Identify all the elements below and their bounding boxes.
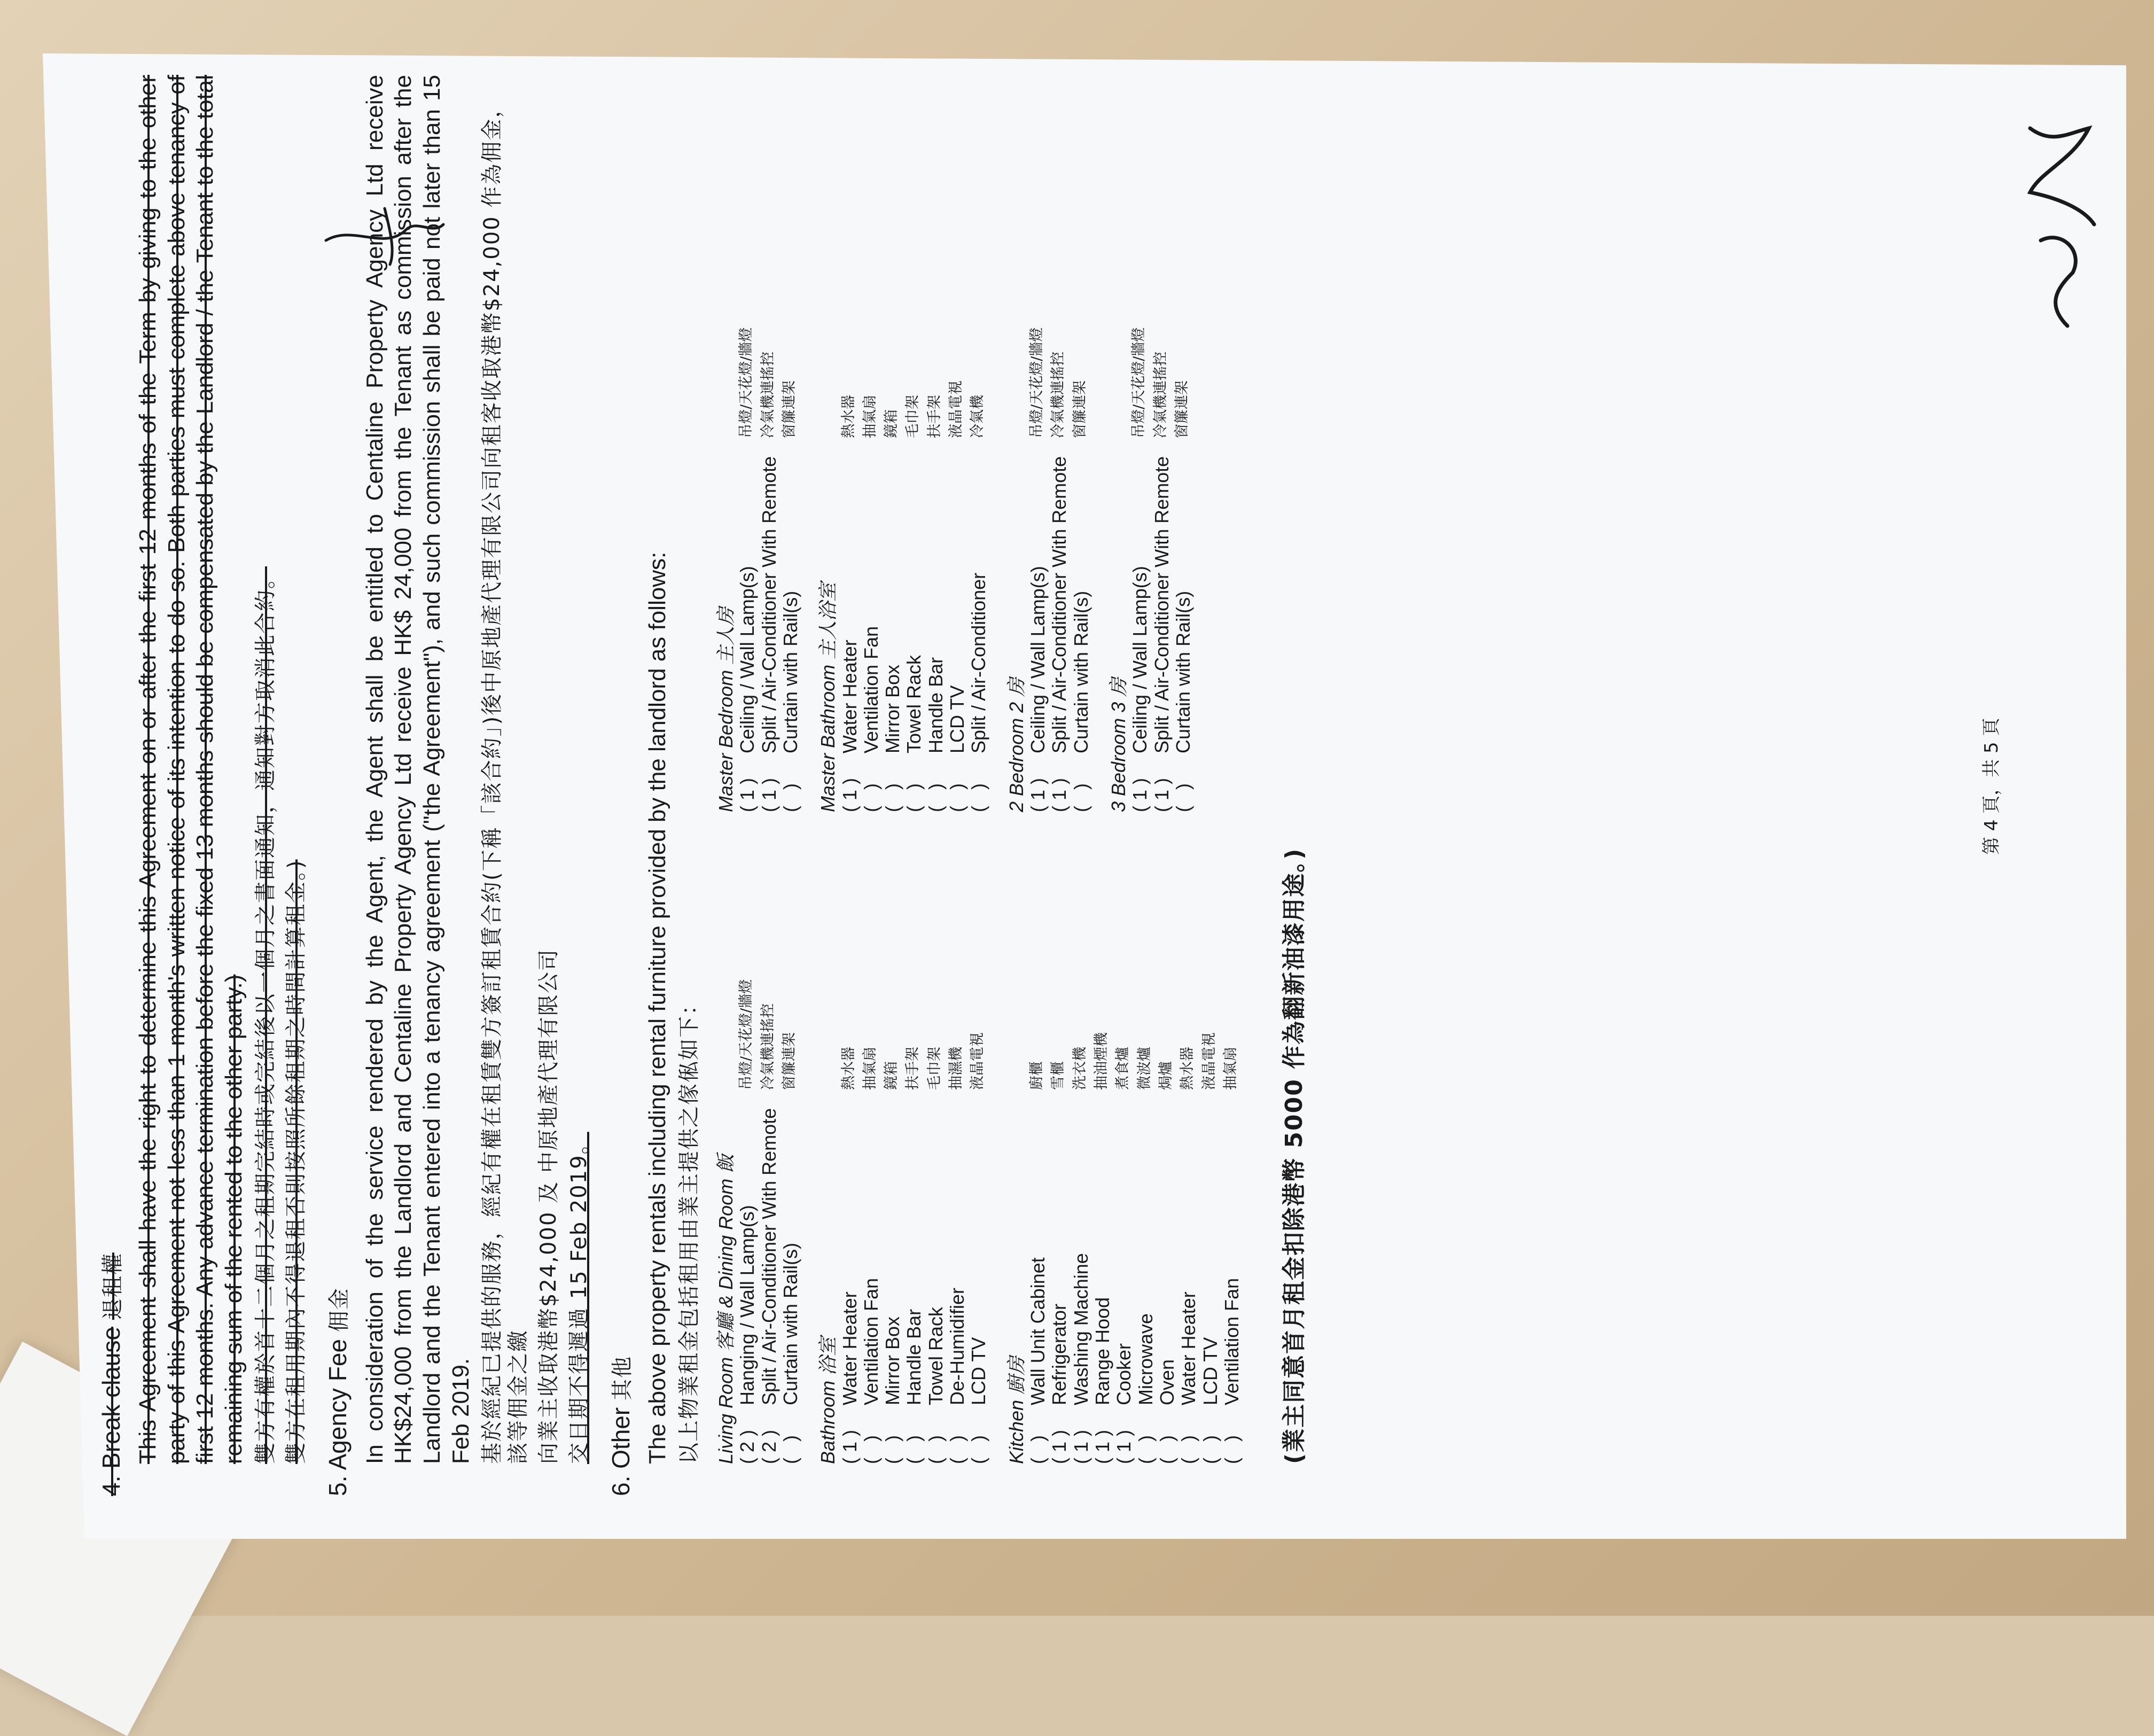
furniture-item-zh: 抽氣扇 (861, 395, 878, 438)
furniture-item-en: Split / Air-Conditioner (967, 572, 990, 753)
furniture-item-en: Ceiling / Wall Lamp(s) (1027, 566, 1049, 753)
furniture-item-en: Curtain with Rail(s) (1070, 590, 1092, 753)
furniture-item-qty: ( 1 ) (1027, 777, 1049, 812)
furniture-item-zh: 焗爐 (1157, 1061, 1174, 1090)
furniture-item-qty: ( ) (903, 783, 925, 812)
furniture-group-title: Master Bathroom 主人浴室 (817, 582, 839, 812)
furniture-item-zh: 扶手架 (926, 395, 943, 438)
furniture-item (1071, 182, 1092, 812)
furniture-item (780, 834, 801, 1464)
handwritten-signature (2009, 112, 2116, 337)
furniture-item (1221, 834, 1243, 1464)
furniture-item-zh: 抽油煙機 (1092, 1032, 1110, 1090)
furniture-item-qty: ( ) (924, 1435, 947, 1464)
furniture-item-en: Curtain with Rail(s) (1172, 590, 1194, 753)
furniture-item (861, 834, 882, 1464)
furniture-item-en: Handle Bar (924, 657, 947, 753)
furniture-item-qty: ( ) (967, 783, 990, 812)
furniture-item-qty: ( ) (1156, 1435, 1178, 1464)
furniture-item-zh: 熱水器 (1179, 1047, 1196, 1090)
furniture-item-en: Split / Air-Conditioner With Remote (758, 1108, 780, 1405)
furniture-item-en: Split / Air-Conditioner With Remote (1150, 456, 1173, 753)
section-break-clause (96, 75, 309, 1496)
furniture-item-zh: 吊燈/天花燈/牆燈 (738, 327, 755, 438)
furniture-item (1129, 182, 1151, 812)
furniture-item-qty: ( 1 ) (1150, 777, 1173, 812)
furniture-item-qty: ( 1 ) (736, 777, 759, 812)
furniture-item (861, 182, 882, 812)
section-5-paragraph-en: In consideration of the service rendered by the Agent, the Agent shall be entitled to Centaline Property Agency Ltd receive HK$24,000 from the Landlord and Centaline Property Agency Ltd receive HK$ 24,000 from the Tenant as commission after the Landlord and the Tenant entered into a tenancy agreement ("the Agreement"), and such commission shall be paid not later than 15 Feb 2019. (361, 75, 474, 1464)
section-4-paragraph-zh-2: 雙方在租用期內不得退租否則按照所餘租期之時間計算租金。) (283, 859, 308, 1464)
furniture-item-qty: ( ) (1220, 1435, 1243, 1464)
furniture-item-qty: ( ) (779, 1435, 801, 1464)
section-agency-fee (323, 75, 592, 1496)
section-other (606, 75, 1308, 1496)
furniture-item (1049, 834, 1070, 1464)
furniture-item-qty: ( ) (1199, 1435, 1221, 1464)
document-content (96, 75, 2046, 1496)
furniture-item-qty: ( 1 ) (838, 1429, 861, 1464)
furniture-item-en: Wall Unit Cabinet (1027, 1257, 1049, 1405)
furniture-item-zh: 冷氣機連搖控 (759, 1003, 776, 1090)
furniture-item-zh: 抽氣扇 (1222, 1047, 1239, 1090)
furniture-item-zh: 熱水器 (840, 395, 857, 438)
furniture-item-zh: 冷氣機連搖控 (1152, 352, 1169, 438)
furniture-item (925, 834, 947, 1464)
furniture-item-en: Split / Air-Conditioner With Remote (758, 456, 780, 753)
section-6-paragraph-zh: 以上物業租金包括租用由業主提供之傢俬如下： (677, 993, 702, 1464)
furniture-item (968, 182, 989, 812)
furniture-item-en: Mirror Box (881, 664, 904, 753)
furniture-item-en: Handle Bar (903, 1309, 925, 1405)
furniture-item-en: Oven (1156, 1359, 1178, 1405)
furniture-item-en: Washing Machine (1070, 1253, 1092, 1405)
furniture-item-en: Ventilation Fan (1220, 1278, 1243, 1405)
furniture-item-qty: ( 2 ) (736, 1429, 759, 1464)
furniture-item (1049, 182, 1070, 812)
furniture-group-title: 2 Bedroom 2 房 (1005, 677, 1027, 812)
section-5-paragraph-zh-3: 交日期不得遲過 15 Feb 2019。 (566, 1132, 591, 1464)
furniture-item-zh: 熱水器 (840, 1047, 857, 1090)
furniture-item-qty: ( ) (924, 783, 947, 812)
furniture-item-zh: 毛巾架 (904, 395, 922, 438)
furniture-item-en: Ceiling / Wall Lamp(s) (736, 566, 759, 753)
furniture-item-zh: 窗簾連架 (781, 380, 798, 438)
furniture-item-qty: ( ) (1134, 1435, 1157, 1464)
furniture-item-qty: ( 1 ) (1129, 777, 1151, 812)
furniture-item (1027, 182, 1049, 812)
furniture-item-en: De-Humidifier (946, 1287, 969, 1405)
furniture-item-zh: 窗簾連架 (781, 1032, 798, 1090)
furniture-group-title: 3 Bedroom 3 房 (1107, 677, 1129, 812)
furniture-item-qty: ( ) (860, 1435, 882, 1464)
furniture-item (1157, 834, 1178, 1464)
furniture-item-en: Ventilation Fan (860, 1278, 882, 1405)
furniture-item-qty: ( ) (1027, 1435, 1049, 1464)
furniture-item (1027, 834, 1049, 1464)
furniture-item-en: LCD TV (967, 1337, 990, 1405)
furniture-item (947, 834, 968, 1464)
section-4-paragraph-zh-1: 雙方有權於首十二個月之租期完結時或完結後以一個月之書面通知，通知對方取消此合約。 (253, 566, 278, 1464)
furniture-item-zh: 窗簾連架 (1071, 380, 1088, 438)
furniture-item (925, 182, 947, 812)
furniture-group-title: Bathroom 浴室 (817, 1336, 839, 1464)
section-6-heading: 6. Other 其他 (607, 1356, 635, 1496)
furniture-item-qty: ( 1 ) (1048, 1429, 1071, 1464)
furniture-item-en: Range Hood (1091, 1297, 1113, 1405)
furniture-item-qty: ( ) (860, 783, 882, 812)
furniture-item (1092, 834, 1113, 1464)
furniture-item-en: Water Heater (1177, 1291, 1200, 1405)
section-4-heading: 4. Break clause 退租權 (97, 1252, 125, 1496)
furniture-item-qty: ( ) (903, 1435, 925, 1464)
furniture-column-right (715, 182, 1243, 812)
page-number: 第 4 頁，共 5 頁 (1981, 718, 2002, 855)
furniture-item (839, 182, 861, 812)
furniture-item-en: Ventilation Fan (860, 626, 882, 753)
furniture-item (903, 182, 925, 812)
furniture-group-title: Kitchen 廚房 (1005, 1356, 1027, 1464)
furniture-item-zh: 抽氣扇 (861, 1047, 878, 1090)
section-6-paragraph-en: The above property rentals including rental furniture provided by the landlord as follows: (644, 551, 671, 1464)
furniture-item-zh: 雪櫃 (1050, 1061, 1067, 1090)
furniture-item-qty: ( ) (1177, 1435, 1200, 1464)
furniture-item-qty: ( 1 ) (1113, 1429, 1135, 1464)
furniture-item (1135, 834, 1157, 1464)
section-4-paragraph-en: This Agreement shall have the right to determine this Agreement on or after the first 12 months of the Term by giving to the other party of this Agreement not less than 1 month's written notice of its intention to do so. Both parties must complete above tenancy of first 12 months. Any advance termination before the fixed 13 months should be compensated by the Landlord / the Tenant to the total remaining sum of the rented to the other party.) (135, 75, 247, 1464)
furniture-item (780, 182, 801, 812)
furniture-item-qty: ( ) (881, 1435, 904, 1464)
handwritten-initial (321, 203, 449, 267)
furniture-item-zh: 煮食爐 (1114, 1047, 1131, 1090)
furniture-item-zh: 液晶電視 (969, 1032, 986, 1090)
furniture-item (737, 834, 758, 1464)
furniture-item-qty: ( 1 ) (1070, 1429, 1092, 1464)
furniture-item-qty: ( ) (946, 783, 969, 812)
furniture-item (1151, 182, 1173, 812)
furniture-item-en: LCD TV (946, 685, 969, 753)
furniture-item-zh: 吊燈/天花燈/牆燈 (1028, 327, 1045, 438)
furniture-item-qty: ( ) (946, 1435, 969, 1464)
furniture-item (759, 182, 780, 812)
furniture-item (759, 834, 780, 1464)
furniture-item-zh: 毛巾架 (926, 1047, 943, 1090)
furniture-group-title: Master Bedroom 主人房 (714, 606, 737, 812)
renovation-note: (業主同意首月租金扣除港幣 5000 作為翻新油漆用途。) (1281, 847, 1308, 1464)
furniture-item (737, 182, 758, 812)
furniture-item (1071, 834, 1092, 1464)
furniture-item-en: Curtain with Rail(s) (779, 1242, 801, 1405)
furniture-item-zh: 廚櫃 (1028, 1061, 1045, 1090)
furniture-item (882, 834, 903, 1464)
furniture-item-qty: ( ) (967, 1435, 990, 1464)
furniture-item-en: Cooker (1113, 1343, 1135, 1405)
furniture-item (903, 834, 925, 1464)
furniture-item-qty: ( 1 ) (1091, 1429, 1113, 1464)
furniture-item-zh: 冷氣機連搖控 (759, 352, 776, 438)
furniture-item (1113, 834, 1135, 1464)
furniture-item-en: Refrigerator (1048, 1303, 1071, 1405)
furniture-item-zh: 微波爐 (1136, 1047, 1153, 1090)
furniture-item-zh: 扶手架 (904, 1047, 922, 1090)
furniture-item (968, 834, 989, 1464)
furniture-item-qty: ( ) (779, 783, 801, 812)
section-5-paragraph-zh-2: 向業主收取港幣$24,000 及 中原地產代理有限公司 (536, 948, 561, 1464)
furniture-item-zh: 液晶電視 (948, 380, 965, 438)
furniture-item-zh: 窗簾連架 (1173, 380, 1190, 438)
furniture-item-en: Towel Rack (924, 1306, 947, 1405)
furniture-item-qty: ( ) (1070, 783, 1092, 812)
furniture-item-qty: ( 2 ) (758, 1429, 780, 1464)
furniture-item-zh: 鏡箱 (883, 1061, 900, 1090)
furniture-item-en: Hanging / Wall Lamp(s) (736, 1205, 759, 1405)
furniture-item-qty: ( ) (1172, 783, 1194, 812)
furniture-item (839, 834, 861, 1464)
section-5-heading: 5. Agency Fee 佣金 (324, 1287, 352, 1496)
section-5-paragraph-zh-1: 基於經紀已提供的服務，經紀有權在租賃雙方簽訂租賃合約(下稱「該合約」)後中原地產代理有限公司向租客收取港幣$24,000 作為佣金，該等佣金之繳 (480, 95, 530, 1464)
furniture-item-en: Split / Air-Conditioner With Remote (1048, 456, 1071, 753)
furniture-list (715, 75, 1243, 1464)
furniture-item-zh: 吊燈/天花燈/牆燈 (1130, 327, 1148, 438)
furniture-item-en: Water Heater (838, 640, 861, 753)
furniture-item-en: LCD TV (1199, 1337, 1221, 1405)
furniture-item-qty: ( 1 ) (758, 777, 780, 812)
furniture-item (1178, 834, 1199, 1464)
furniture-item-en: Water Heater (838, 1291, 861, 1405)
furniture-item-zh: 冷氣機連搖控 (1050, 352, 1067, 438)
furniture-item-qty: ( 1 ) (1048, 777, 1071, 812)
furniture-item-zh: 冷氣機 (969, 395, 986, 438)
furniture-item-en: Microwave (1134, 1313, 1157, 1405)
furniture-item-zh: 吊燈/天花燈/牆燈 (738, 979, 755, 1090)
furniture-item (1200, 834, 1221, 1464)
furniture-item-en: Towel Rack (903, 655, 925, 753)
furniture-item (1173, 182, 1194, 812)
furniture-item-en: Mirror Box (881, 1316, 904, 1405)
furniture-item-zh: 液晶電視 (1200, 1032, 1218, 1090)
furniture-item-qty: ( ) (881, 783, 904, 812)
furniture-item-zh: 抽濕機 (948, 1047, 965, 1090)
furniture-item (947, 182, 968, 812)
furniture-item-en: Curtain with Rail(s) (779, 590, 801, 753)
furniture-item-qty: ( 1 ) (838, 777, 861, 812)
furniture-item-zh: 鏡箱 (883, 409, 900, 438)
furniture-item-zh: 洗衣機 (1071, 1047, 1088, 1090)
furniture-group-title: Living Room 客廳 & Dining Room 飯 (714, 1154, 737, 1464)
furniture-item-en: Ceiling / Wall Lamp(s) (1129, 566, 1151, 753)
furniture-column-left (715, 834, 1243, 1464)
furniture-item (882, 182, 903, 812)
